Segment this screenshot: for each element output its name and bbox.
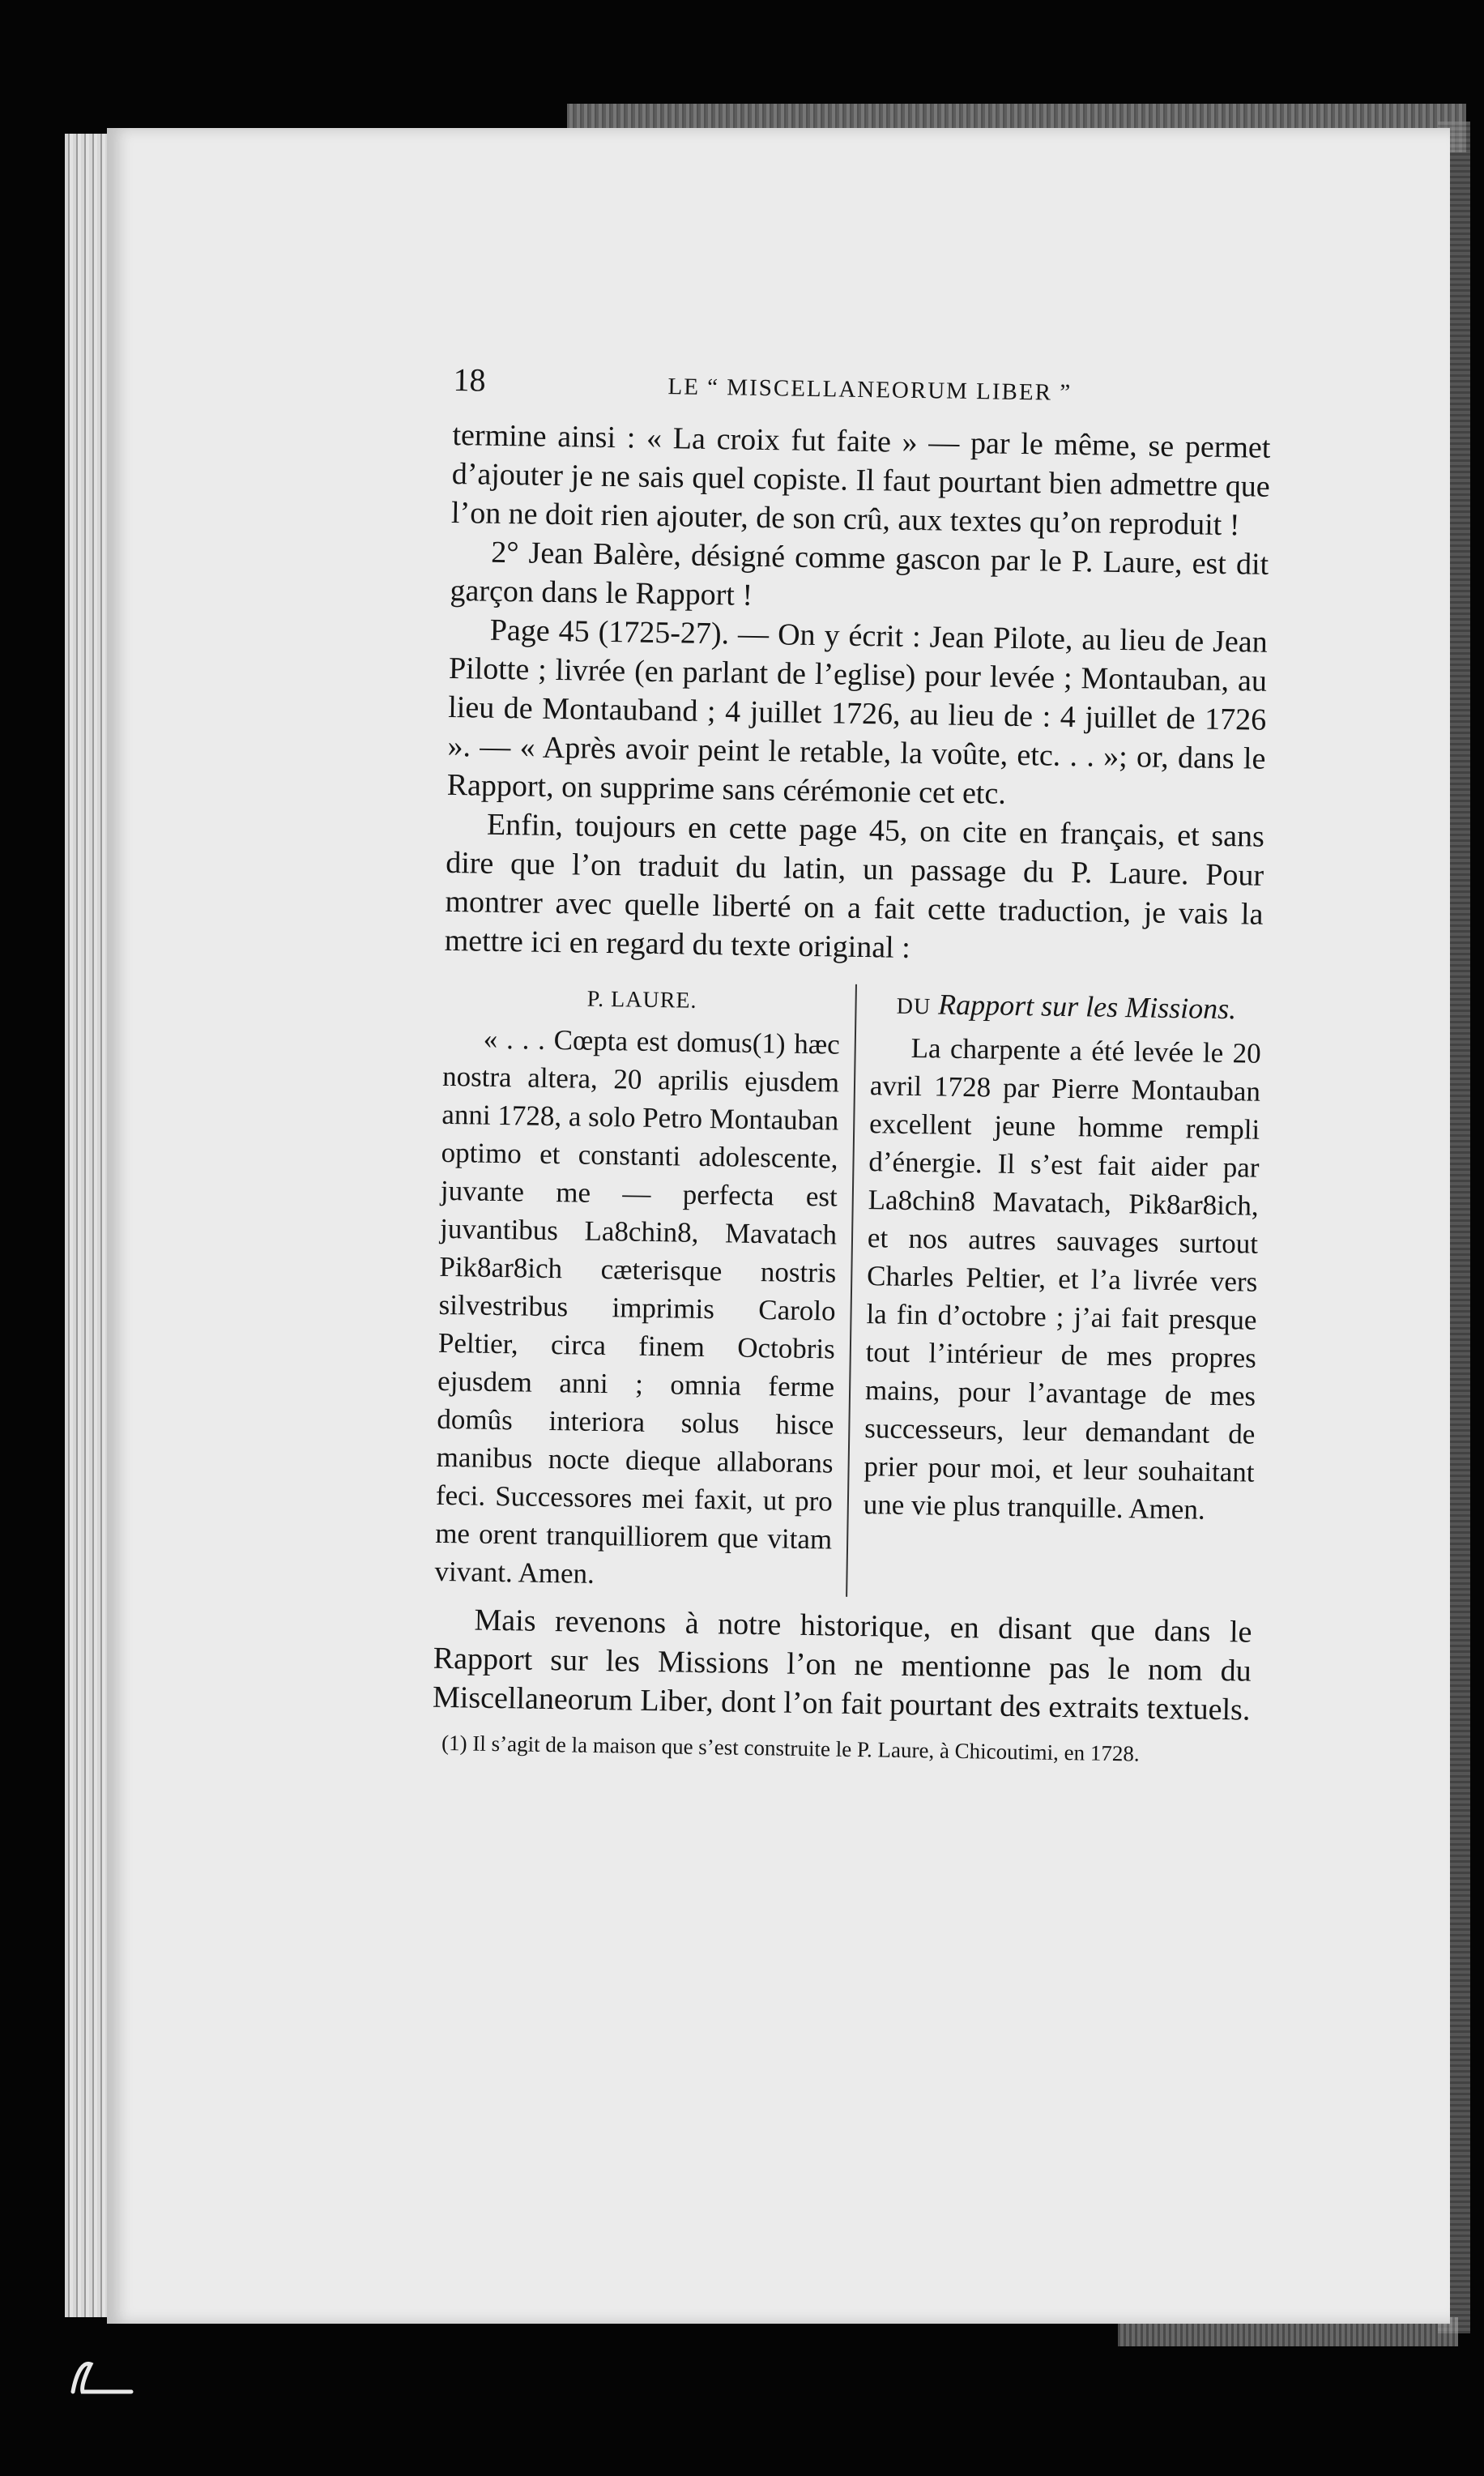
latin-column-heading: P. LAURE. xyxy=(586,986,697,1014)
page-number: 18 xyxy=(453,361,486,399)
french-heading-title: Rapport sur les Missions. xyxy=(937,988,1237,1026)
footnote: (1) Il s’agit de la maison que s’est construite le P. Laure, à Chicoutimi, en 1728. xyxy=(441,1730,1140,1766)
paragraph-4: Enfin, toujours en cette page 45, on cite en français, et sans dire que l’on traduit du latin, un passage du P. Laure. Pour montrer avec quelle liberté on a fait cette traduction, je vais la mettre ici en regard du texte original : xyxy=(444,807,1265,965)
running-head: LE “ MISCELLANEORUM LIBER ” xyxy=(667,374,1072,406)
latin-text: « . . . Cœpta est domus(1) hæc nostra altera, 20 aprilis ejusdem anni 1728, a solo Petro Montauban optimo et constanti adolescente, juvante me — perfecta est juvantibus La8chin8, Mavatach Pik8ar8ich cæterisque nostris silvestribus imprimis Carolo Peltier, circa finem Octobris ejusdem anni ; omnia ferme domûs interiora solus hisce manibus nocte dieque allaborans feci. Successores mei faxit, ut pro me orent tranquilliorem que vitam vivant. Amen. xyxy=(434,1022,841,1590)
french-text: La charpente a été levée le 20 avril 1728 par Pierre Montauban excellent jeune homme rempli d’énergie. Il s’est fait aider par La8chin8 Mavatach, Pik8ar8ich, et nos autres sauvages surtout Charles Peltier, et l’a livrée vers la fin d’octobre ; j’ai fait presque tout l’intérieur de mes propres mains, pour l’avantage de mes successeurs, leur demandant de prier pour moi, et leur souhaitant une vie plus tranquille. Amen. xyxy=(863,1031,1261,1526)
latin-column xyxy=(434,978,855,1597)
paragraph-2: 2° Jean Balère, désigné comme gascon par le P. Laure, est dit garçon dans le Rapport ! xyxy=(450,535,1269,613)
french-heading-du: DU xyxy=(896,993,932,1020)
paragraph-3: Page 45 (1725-27). — On y écrit : Jean Pilote, au lieu de Jean Pilotte ; livrée (en parlant de l’eglise) pour levée ; Montauban, au lieu de Montauband ; 4 juillet 1726, au lieu de : 4 juillet de 1726 ». — « Après avoir peint le retable, la voûte, etc. . . »; or, dans le Rapport, on supprime sans cérémonie cet etc. xyxy=(446,613,1268,811)
paragraph-1: termine ainsi : « La croix fut faite » — par le même, se permet d’ajouter je ne sais quel copiste. Il faut pourtant bien admettre que l’on ne doit rien ajouter, de son crû, aux textes qu’on reproduit ! xyxy=(450,417,1271,543)
page-leaf-edges xyxy=(65,134,113,2317)
french-column-heading xyxy=(871,984,1262,1031)
page-text-block xyxy=(432,361,1272,1770)
comparison-columns xyxy=(434,978,1262,1603)
french-column xyxy=(846,984,1262,1603)
pencil-mark-icon xyxy=(66,2350,139,2398)
closing-paragraph: Mais revenons à notre historique, en disant que dans le Rapport sur les Missions l’on ne mentionne pas le nom du Miscellaneorum Liber, dont l’on fait pourtant des extraits textuels. xyxy=(432,1603,1252,1727)
